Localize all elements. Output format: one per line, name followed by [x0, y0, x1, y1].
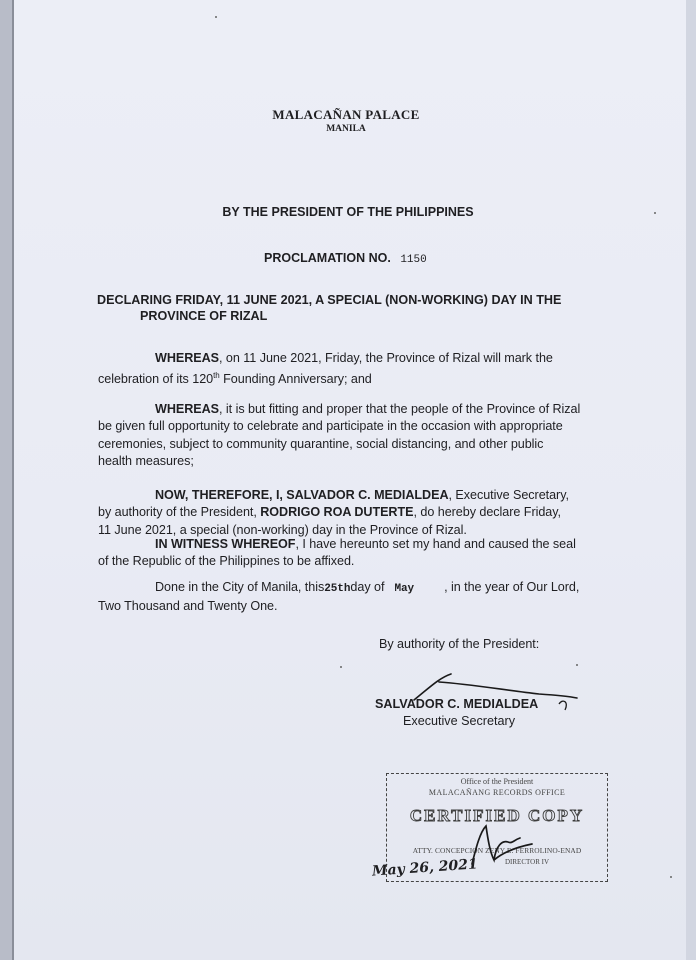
city-heading: MANILA [326, 124, 366, 134]
proclamation-title-line2: PROVINCE OF RIZAL [140, 309, 268, 323]
paragraph-now-therefore [98, 487, 598, 539]
signatory-position: Executive Secretary [403, 714, 515, 728]
paragraph-text: Founding Anniversary; and [219, 372, 372, 387]
paragraph-text: , in the year of Our Lord, [444, 580, 580, 594]
paragraph-text: celebration of its 120 [98, 372, 214, 387]
proclamation-title-line1: DECLARING FRIDAY, 11 JUNE 2021, A SPECIAL (NON-WORKING) DAY IN THE [97, 293, 562, 307]
ordinal-suffix: th [213, 371, 220, 381]
stamp-director: DIRECTOR IV [504, 858, 549, 866]
proclamation-number: 1150 [400, 254, 427, 266]
stamp-certified: CERTIFIED COPY [409, 806, 585, 825]
paragraph-lead: IN WITNESS WHEREOF [155, 537, 296, 551]
typed-day: 25th [324, 583, 351, 595]
stamp-records: MALACAÑANG RECORDS OFFICE [428, 788, 566, 797]
authority-line: By authority of the President: [379, 637, 540, 651]
scan-left-edge [0, 0, 14, 960]
president-name: RODRIGO ROA DUTERTE [260, 505, 414, 520]
paragraph-line: health measures; [98, 454, 194, 469]
paragraph-done-in [98, 579, 598, 616]
paragraph-line: Two Thousand and Twenty One. [98, 599, 278, 614]
paragraph-text: Done in the City of Manila, this [155, 580, 325, 594]
scan-right-edge [686, 0, 696, 960]
signatory-name: SALVADOR C. MEDIALDEA [375, 697, 539, 711]
stamp-handwritten-date: May 26, 2021 [371, 856, 479, 880]
typed-month: May [394, 583, 415, 595]
document-page [14, 0, 686, 960]
paragraph-whereas-2 [98, 401, 598, 471]
palace-heading: MALACAÑAN PALACE [272, 107, 420, 122]
paragraph-text: , do hereby declare Friday, [413, 505, 562, 520]
paragraph-line [98, 401, 598, 418]
paragraph-text: day of [350, 580, 385, 594]
paragraph-text: , on 11 June 2021, Friday, the Province of Rizal will mark the [219, 351, 553, 365]
paragraph-text: , Executive Secretary, [448, 488, 569, 502]
stamp-officer: ATTY. CONCEPCION ZENY E. FERROLINO-ENAD [412, 846, 582, 855]
paragraph-text: , I have hereunto set my hand and caused the seal [295, 537, 576, 551]
paragraph-line: of the Republic of the Philippines to be affixed. [98, 554, 355, 569]
paragraph-text: , it is but fitting and proper that the people of the Province of Rizal [219, 402, 581, 416]
paragraph-line [98, 536, 598, 553]
scan-speck [576, 664, 578, 666]
scan-speck [215, 16, 217, 18]
paragraph-line [98, 367, 598, 389]
paragraph-lead: WHEREAS [155, 351, 220, 365]
paragraph-line [98, 487, 598, 504]
paragraph-line: be given full opportunity to celebrate and participate in the occasion with appropriate [98, 419, 563, 434]
paragraph-in-witness [98, 536, 598, 571]
scan-speck [654, 212, 656, 214]
scan-speck [340, 666, 342, 668]
scan-speck [670, 876, 672, 878]
paragraph-line: ceremonies, subject to community quarantine, social distancing, and other public [98, 436, 544, 451]
paragraph-line: 11 June 2021, a special (non-working) day in the Province of Rizal. [98, 522, 467, 537]
paragraph-line [98, 350, 598, 367]
paragraph-line [98, 579, 598, 598]
paragraph-lead: WHEREAS [155, 402, 220, 416]
paragraph-whereas-1 [98, 350, 598, 389]
paragraph-line [98, 504, 598, 521]
proclamation-label-text: PROCLAMATION NO. [264, 251, 391, 265]
paragraph-text: by authority of the President, [98, 505, 261, 520]
stamp-office: Office of the President [460, 777, 534, 786]
paragraph-lead: NOW, THEREFORE, I, SALVADOR C. MEDIALDEA [155, 488, 449, 502]
proclamation-label [264, 251, 427, 266]
issuer-heading: BY THE PRESIDENT OF THE PHILIPPINES [222, 205, 474, 219]
